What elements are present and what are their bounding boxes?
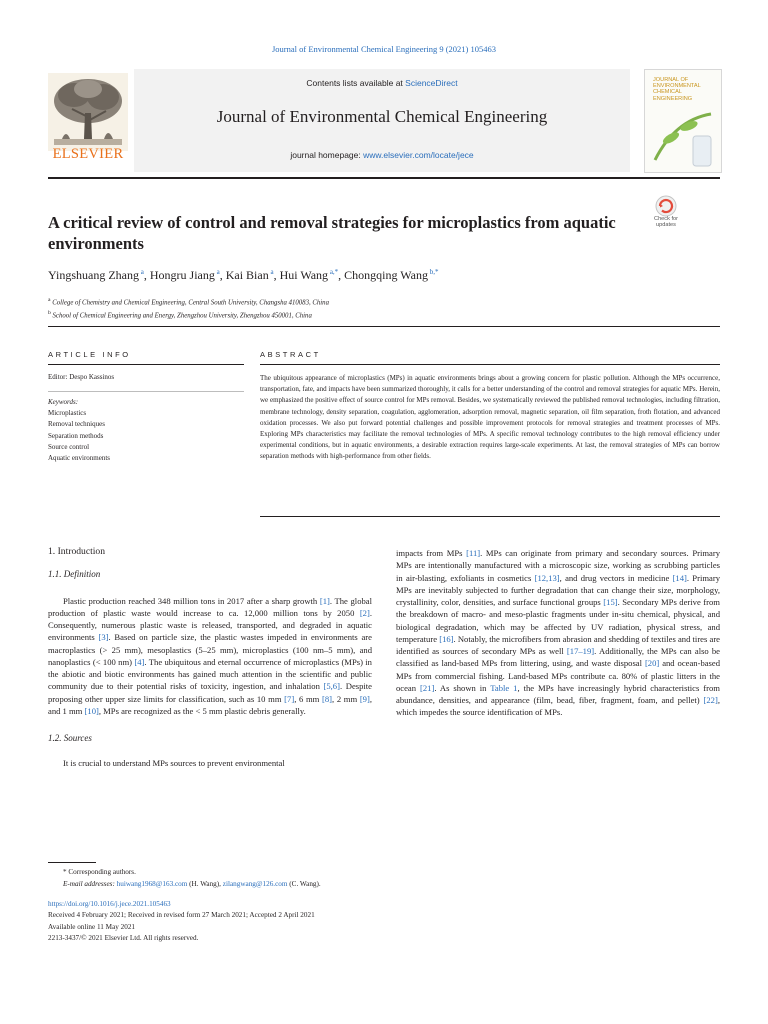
reference-link[interactable]: [12,13] <box>534 572 560 583</box>
article-meta <box>48 899 315 945</box>
body-text: Plastic production reached 348 million tons in 2017 after a sharp growth <box>63 595 320 606</box>
body-text: . Secondary MPs derive from the breakdown of macro- and meso-plastic fragments under in-situ chemical, physical, and biological degradation, which may be affected by UV radiation, physical stress, and temperature <box>396 597 720 644</box>
affiliation-mark: b <box>48 310 51 317</box>
author-name: Hui Wang <box>279 268 329 282</box>
email-label: E-mail addresses: <box>63 880 117 888</box>
journal-cover[interactable] <box>644 69 722 173</box>
abstract-text: The ubiquitous appearance of microplastics (MPs) in aquatic environments brings about a growing concern for plastic pollution. Although the MPs occurrence, transportation, fate, and impacts have been summarized thoroughly, it calls for a better understanding of the control and removal strategies for aquatic MPs. Herein, we emphasized the positive effect of source control for MPs removal. Besides, we systematically reviewed the published removal technologies, including filtration, membrane technology, density separation, coagulation, agglomeration, adsorption removal, magnetic separation, oil film separation, froth flotation, and advanced oxidation processes. We also put forward potential challenges and possible improvement protocols for removal strategies and treatment processes of MPs. Exploring MPs characteristics may facilitate the removal technologies of MPs. A specific removal technology contributes to the high removal efficiency under experimental conditions, but in aquatic environments, a desirable extraction requires large-scale experiments. At last, the removal strategies of MPs can borrow separation methods with high-performance from other fields. <box>260 374 720 461</box>
cover-title: JOURNAL OF ENVIRONMENTAL CHEMICAL ENGINEERING <box>653 77 701 102</box>
reference-link[interactable]: [4] <box>134 656 145 667</box>
reference-link[interactable]: [11] <box>466 548 481 558</box>
running-head[interactable]: Journal of Environmental Chemical Engineering 9 (2021) 105463 <box>271 44 497 54</box>
doi-link[interactable]: https://doi.org/10.1016/j.jece.2021.105463 <box>48 900 171 908</box>
sources-continued-paragraph <box>396 547 720 719</box>
reference-link[interactable]: [8] <box>321 693 333 704</box>
affiliation-mark: a <box>48 297 51 303</box>
body-text: , and 1 mm <box>48 693 372 716</box>
article-info-heading: ARTICLE INFO <box>48 350 131 359</box>
affiliations <box>48 295 329 322</box>
email-link-hwang[interactable]: huiwang1968@163.com <box>116 880 188 888</box>
banner-rule <box>48 177 720 179</box>
author-name: Kai Bian <box>225 268 269 282</box>
keyword: Separation methods <box>48 431 104 440</box>
author-affiliation-mark[interactable]: b,* <box>427 268 439 276</box>
journal-banner <box>48 69 630 172</box>
tree-icon <box>48 73 128 151</box>
elsevier-tree-logo <box>48 73 128 169</box>
email-line <box>48 878 321 890</box>
body-text: , MPs are recognized as the < 5 mm plastic debris generally. <box>98 705 306 716</box>
homepage-label: journal homepage: <box>290 150 364 160</box>
reference-link[interactable]: [2] <box>359 607 370 618</box>
article-info-rule <box>48 364 244 365</box>
right-column <box>396 547 720 719</box>
online-date: Available online 11 May 2021 <box>48 922 136 931</box>
reference-link[interactable]: [16] <box>439 633 454 644</box>
affiliation-text: College of Chemistry and Chemical Engineering, Central South University, Changsha 410083, China <box>50 299 329 307</box>
editor-rule <box>48 391 244 392</box>
body-text: . Despite proposing other upper size limits for classification, such as 10 mm <box>48 681 372 704</box>
reference-link[interactable]: [17–19] <box>566 646 595 656</box>
body-text: . As shown in <box>434 682 491 693</box>
left-column <box>48 546 372 770</box>
author-affiliation-mark[interactable]: a,* <box>328 268 339 276</box>
body-text: . Notably, the microfibers from abrasion and shedding of textiles and tires are identified as sources of secondary MPs as well <box>396 633 720 656</box>
homepage-link[interactable]: www.elsevier.com/locate/jece <box>363 150 474 160</box>
cover-art-icon <box>645 100 721 172</box>
email-owner: (H. Wang), <box>187 880 223 888</box>
abstract-heading: ABSTRACT <box>260 350 321 359</box>
author-separator: , <box>338 268 345 282</box>
reference-link[interactable]: [22] <box>703 695 718 705</box>
subsection-heading-sources: 1.2. Sources <box>48 733 92 743</box>
corresponding-note: * Corresponding authors. <box>63 868 136 876</box>
author-affiliation-mark[interactable]: a <box>268 268 274 276</box>
author-affiliation-mark[interactable]: a <box>139 268 144 276</box>
check-for-updates-badge[interactable] <box>647 195 685 235</box>
section-heading-introduction: 1. Introduction <box>48 546 106 557</box>
publisher-wordmark: ELSEVIER <box>52 146 124 162</box>
keywords-block <box>48 397 110 464</box>
body-text: . Consequently, numerous plastic waste is released, transported, and degraded in aquatic environments <box>48 607 372 643</box>
body-text: . Primary MPs are inevitably subjected to further degradation that can change their size, morphology, crystallinity, color, densities, and surface functional groups <box>396 572 720 607</box>
body-text: . The global production of plastic waste would increase to ca. 12,000 million tons by 2050 <box>48 595 372 618</box>
body-text: . MPs can originate from primary and secondary sources. Primary MPs are intentionally manufactured with a microscopic size, working as scrubbing particles in air-blasting, exfoliants in cosmetics <box>396 548 720 583</box>
author-name: Hongru Jiang <box>149 268 215 282</box>
abstract-rule <box>260 364 720 365</box>
body-text: , the MPs have increasingly hybrid characteristics from abundance, densities, and appearance (film, bead, fiber, fragment, foam, and pellet) <box>396 682 720 705</box>
contents-line <box>134 78 630 88</box>
body-text: , which impedes the source identification of MPs. <box>396 695 720 718</box>
editor-line: Editor: Despo Kassinos <box>48 373 115 381</box>
reference-link[interactable]: [10] <box>84 705 99 716</box>
affiliation <box>48 308 329 321</box>
updates-icon <box>647 195 685 217</box>
received-dates: Received 4 February 2021; Received in revised form 27 March 2021; Accepted 2 April 2021 <box>48 911 315 920</box>
abstract-end-rule <box>260 516 720 517</box>
subsection-heading-definition: 1.1. Definition <box>48 569 101 580</box>
body-text: . Additionally, the MPs can also be classified as land-based MPs from littering, using, and waste disposal <box>396 646 720 669</box>
body-text: , 2 mm <box>332 693 360 704</box>
masthead <box>134 69 630 172</box>
sources-paragraph: It is crucial to understand MPs sources to prevent environmental <box>63 758 285 769</box>
keyword: Microplastics <box>48 409 87 418</box>
reference-link[interactable]: [7] <box>284 693 295 704</box>
email-owner: (C. Wang). <box>287 880 321 888</box>
body-text: impacts from MPs <box>396 548 467 558</box>
reference-link[interactable]: [9] <box>359 693 370 704</box>
copyright-line: 2213-3437/© 2021 Elsevier Ltd. All rights reserved. <box>48 934 199 943</box>
email-link-cwang[interactable]: zilangwang@126.com <box>222 880 288 888</box>
reference-link[interactable]: [5,6] <box>323 681 340 692</box>
body-text: . The ubiquitous and eternal occurrence of microplastics (MPs) in the abiotic and biotic environments has gained much attention in the scientific and public community due to their potential risks of toxicity, ingestion, and inhalation <box>48 656 372 692</box>
homepage-line <box>134 150 630 160</box>
article-title: A critical review of control and removal strategies for microplastics from aquatic environments <box>48 213 616 253</box>
reference-link[interactable]: [1] <box>319 595 330 606</box>
definition-paragraph <box>48 595 372 718</box>
keywords-label: Keywords: <box>48 398 79 406</box>
sciencedirect-link[interactable]: ScienceDirect <box>405 78 458 88</box>
keyword: Aquatic environments <box>48 454 111 463</box>
journal-title[interactable]: Journal of Environmental Chemical Engineering <box>216 107 548 126</box>
contents-prefix: Contents lists available at <box>306 78 406 88</box>
author-separator: , <box>143 268 150 282</box>
keyword: Source control <box>48 442 90 451</box>
footnotes <box>48 866 321 890</box>
author-separator: , <box>219 268 226 282</box>
reference-link[interactable]: [14] <box>672 572 687 583</box>
author-list <box>48 268 438 283</box>
reference-link[interactable]: [21] <box>419 682 435 693</box>
updates-label: Check for updates <box>654 216 678 228</box>
reference-link[interactable]: Table 1 <box>490 682 518 693</box>
affiliation-rule <box>48 326 720 327</box>
author-separator: , <box>273 268 280 282</box>
reference-link[interactable]: [20] <box>644 658 660 669</box>
body-text: . Based on particle size, the plastic wastes impeded in environments are macroplastics (> 25 mm), mesoplastics (5–25 mm), microplastics (100 nm–5 mm), and nanoplastics (< 100 nm) <box>48 632 372 667</box>
reference-link[interactable]: [3] <box>98 632 109 643</box>
affiliation-text: School of Chemical Engineering and Energy, Zhengzhou University, Zhengzhou 450001, China <box>50 312 312 320</box>
author-name: Yingshuang Zhang <box>48 268 139 282</box>
body-text: , 6 mm <box>294 693 322 704</box>
body-text: , and drug vectors in medicine <box>559 572 673 583</box>
affiliation <box>48 295 329 308</box>
body-text: and ocean-based MPs from commercial fishing. Land-based MPs contribute ca. 80% of plastic litters in the ocean <box>396 658 721 693</box>
author-name: Chongqing Wang <box>344 268 428 282</box>
footnote-rule <box>48 862 96 863</box>
author-affiliation-mark[interactable]: a <box>214 268 220 276</box>
reference-link[interactable]: [15] <box>603 597 618 607</box>
keyword: Removal techniques <box>48 420 105 429</box>
